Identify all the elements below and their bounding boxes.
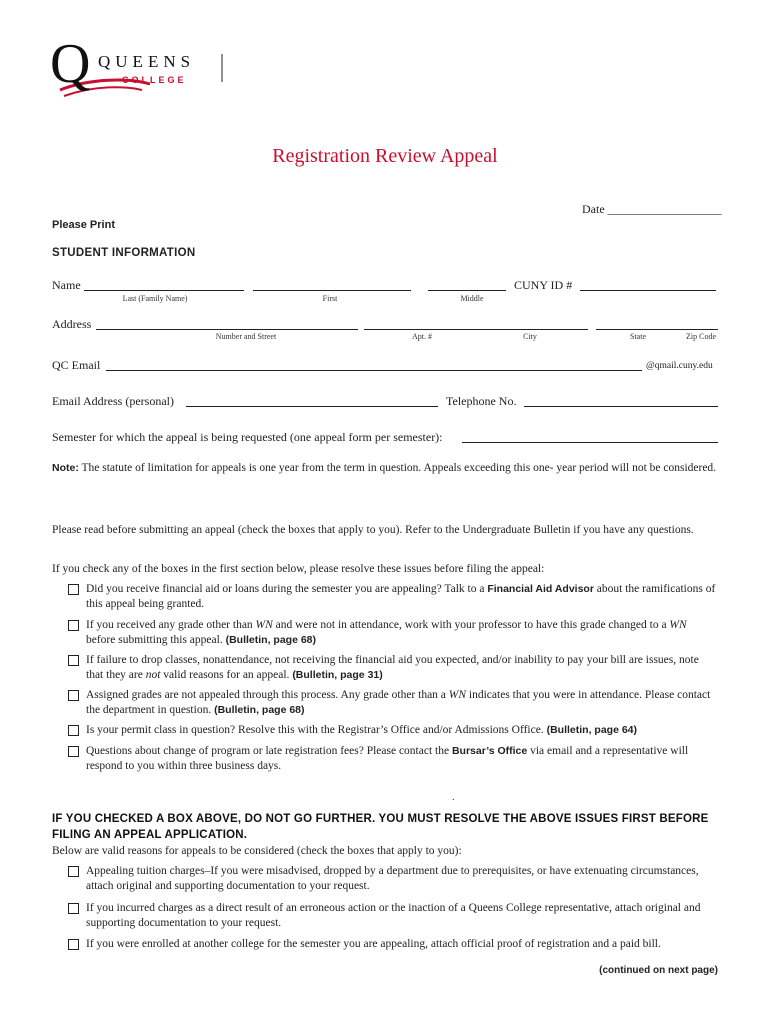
logo-word-queens: QUEENS — [98, 52, 196, 71]
first-name-sublabel: First — [322, 294, 338, 303]
checklist-item-other-college: If you were enrolled at another college for the semester you are appealing, attach official proof of registration and a paid bill. — [68, 937, 718, 952]
resolve-issues-paragraph: If you check any of the boxes in the first section below, please resolve these issues before filing the appeal: — [52, 563, 545, 575]
checkbox[interactable] — [68, 655, 79, 666]
number-street-sublabel: Number and Street — [215, 332, 277, 341]
personal-email-label: Email Address (personal) — [52, 394, 174, 408]
city-field[interactable] — [364, 329, 588, 330]
continued-note: (continued on next page) — [599, 965, 718, 976]
last-name-sublabel: Last (Family Name) — [122, 294, 188, 303]
qc-email-suffix: @qmail.cuny.edu — [646, 361, 713, 371]
queens-college-logo — [50, 33, 230, 104]
checkbox[interactable] — [68, 725, 79, 736]
street-field[interactable] — [96, 329, 358, 330]
checkbox[interactable] — [68, 903, 79, 914]
checklist-item-failure-to-drop: If failure to drop classes, nonattendance, not receiving the financial aid you expected, and/or inability to pay your bill are issues, note that they are not valid reasons for an appeal. (Bulletin, page 31) — [68, 653, 718, 683]
checklist-item-erroneous-action: If you incurred charges as a direct result of an erroneous action or the inaction of a Queens College representative, attach original and supporting documentation to your request. — [68, 901, 718, 931]
first-name-field[interactable] — [253, 290, 411, 291]
checkbox[interactable] — [68, 939, 79, 950]
checkbox[interactable] — [68, 620, 79, 631]
address-label: Address — [52, 317, 92, 331]
last-name-field[interactable] — [84, 290, 244, 291]
form-title: Registration Review Appeal — [272, 145, 498, 167]
checkbox[interactable] — [68, 746, 79, 757]
warning-heading: IF YOU CHECKED A BOX ABOVE, DO NOT GO FURTHER. YOU MUST RESOLVE THE ABOVE ISSUES FIRST BEFORE FILING AN APPEAL APPLICATION. — [52, 813, 709, 841]
telephone-label: Telephone No. — [446, 394, 517, 408]
separator-dot: . — [452, 792, 455, 803]
semester-label: Semester for which the appeal is being requested (one appeal form per semester): — [52, 430, 443, 444]
state-sublabel: State — [630, 332, 646, 341]
qc-email-field[interactable] — [106, 370, 642, 371]
semester-field[interactable] — [462, 442, 718, 443]
instructions-paragraph: Please read before submitting an appeal (check the boxes that apply to you). Refer to the Undergraduate Bulletin if you have any questions. — [52, 524, 694, 536]
checkbox[interactable] — [68, 866, 79, 877]
checklist-item-tuition-charges: Appealing tuition charges–If you were misadvised, dropped by a department due to prerequisites, or have extenuating circumstances, attach original and supporting documentation to your request. — [68, 864, 718, 894]
name-label: Name — [52, 278, 81, 292]
note-text: The statute of limitation for appeals is one year from the term in question. Appeals exceeding this one- year period will not be considered. — [78, 462, 717, 474]
checklist-item-grade-wn: If you received any grade other than WN and were not in attendance, work with your professor to have this grade changed to a WN before submitting this appeal. (Bulletin, page 68) — [68, 618, 718, 648]
middle-name-sublabel: Middle — [460, 294, 484, 303]
cuny-id-label: CUNY ID # — [514, 278, 573, 292]
cuny-id-field[interactable] — [580, 290, 716, 291]
checklist-item-assigned-grades: Assigned grades are not appealed through this process. Any grade other than a WN indicates that you were in attendance. Please contact the department in question. (Bulletin, page 68) — [68, 688, 718, 718]
state-zip-field[interactable] — [596, 329, 718, 330]
logo-q-letter: Q — [50, 33, 91, 95]
city-sublabel: City — [523, 332, 537, 341]
student-information-heading: STUDENT INFORMATION — [52, 247, 196, 259]
checkbox[interactable] — [68, 584, 79, 595]
checklist-item-permit-class: Is your permit class in question? Resolve this with the Registrar’s Office and/or Admissions Office. (Bulletin, page 64) — [68, 723, 718, 738]
qc-email-label: QC Email — [52, 358, 101, 372]
note-label: Note: — [52, 462, 79, 474]
checklist-item-financial-aid: Did you receive financial aid or loans during the semester you are appealing? Talk to a Financial Aid Advisor about the ramifications of this appeal being granted. — [68, 582, 718, 612]
middle-name-field[interactable] — [428, 290, 506, 291]
telephone-field[interactable] — [524, 406, 718, 407]
checkbox[interactable] — [68, 690, 79, 701]
zip-code-sublabel: Zip Code — [686, 332, 716, 341]
date-field[interactable]: Date ___________________ — [582, 202, 722, 216]
checklist-item-bursar: Questions about change of program or late registration fees? Please contact the Bursar’s Office via email and a representative will respond to you within three business days. — [68, 744, 718, 774]
valid-reasons-intro: Below are valid reasons for appeals to be considered (check the boxes that apply to you): — [52, 845, 462, 857]
apt-sublabel: Apt. # — [412, 332, 432, 341]
please-print-label: Please Print — [52, 219, 115, 231]
note-paragraph — [52, 460, 718, 476]
personal-email-field[interactable] — [186, 406, 438, 407]
logo-word-college: COLLEGE — [122, 75, 187, 85]
